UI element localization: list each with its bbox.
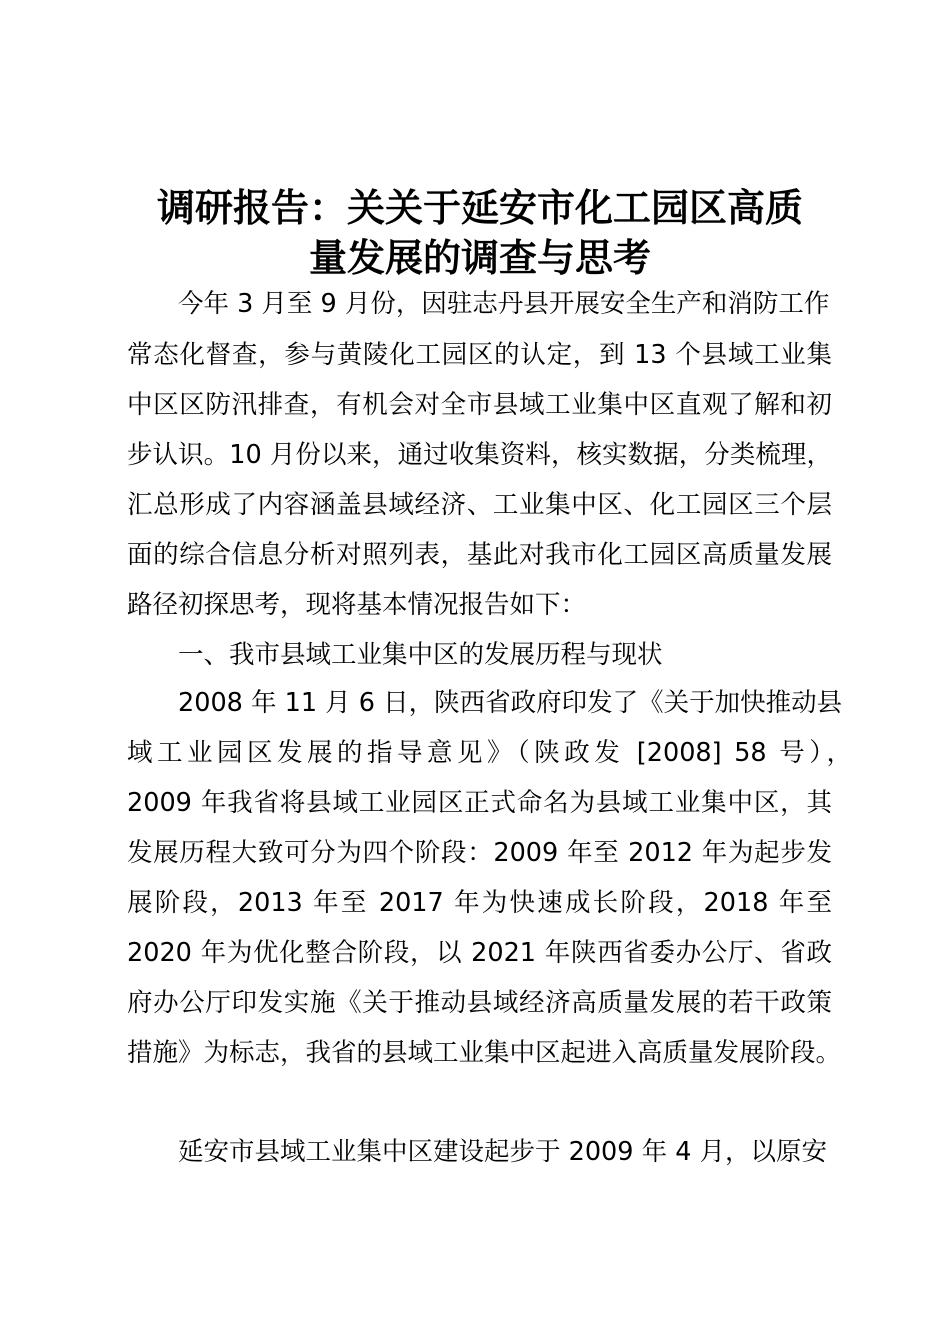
body-line: 府办公厅印发实施《关于推动县域经济高质量发展的若干政策 <box>127 988 832 1018</box>
body-line: 2009 年我省将县域工业园区正式命名为县域工业集中区，其 <box>127 788 832 818</box>
body-line: 域工业园区发展的指导意见》（陕政发 [2008] 58 号）， <box>127 738 852 768</box>
body-line: 延安市县域工业集中区建设起步于 2009 年 4 月，以原安 <box>178 1137 828 1167</box>
body-line: 措施》为标志，我省的县域工业集中区起进入高质量发展阶段。 <box>127 1038 842 1068</box>
body-line: 展阶段，2013 年至 2017 年为快速成长阶段，2018 年至 <box>127 888 832 918</box>
document-title-line-2: 量发展的调查与思考 <box>308 235 651 280</box>
body-line: 中区区防汛排查，有机会对全市县域工业集中区直观了解和初 <box>127 390 832 420</box>
section-heading: 一、我市县域工业集中区的发展历程与现状 <box>178 640 663 670</box>
body-line: 2020 年为优化整合阶段，以 2021 年陕西省委办公厅、省政 <box>127 938 832 968</box>
body-line: 步认识。10 月份以来，通过收集资料，核实数据，分类梳理， <box>127 440 832 470</box>
body-line: 面的综合信息分析对照列表，基此对我市化工园区高质量发展 <box>127 540 832 570</box>
body-line: 路径初探思考，现将基本情况报告如下： <box>127 590 587 620</box>
body-line: 汇总形成了内容涵盖县域经济、工业集中区、化工园区三个层 <box>127 490 832 520</box>
document-title-line-1: 调研报告：关关于延安市化工园区高质 <box>156 185 803 230</box>
body-line: 2008 年 11 月 6 日，陕西省政府印发了《关于加快推动县 <box>178 688 843 718</box>
body-line: 今年 3 月至 9 月份，因驻志丹县开展安全生产和消防工作 <box>178 289 830 319</box>
body-line: 发展历程大致可分为四个阶段：2009 年至 2012 年为起步发 <box>127 838 832 868</box>
body-line: 常态化督查，参与黄陵化工园区的认定，到 13 个县域工业集 <box>127 340 832 370</box>
